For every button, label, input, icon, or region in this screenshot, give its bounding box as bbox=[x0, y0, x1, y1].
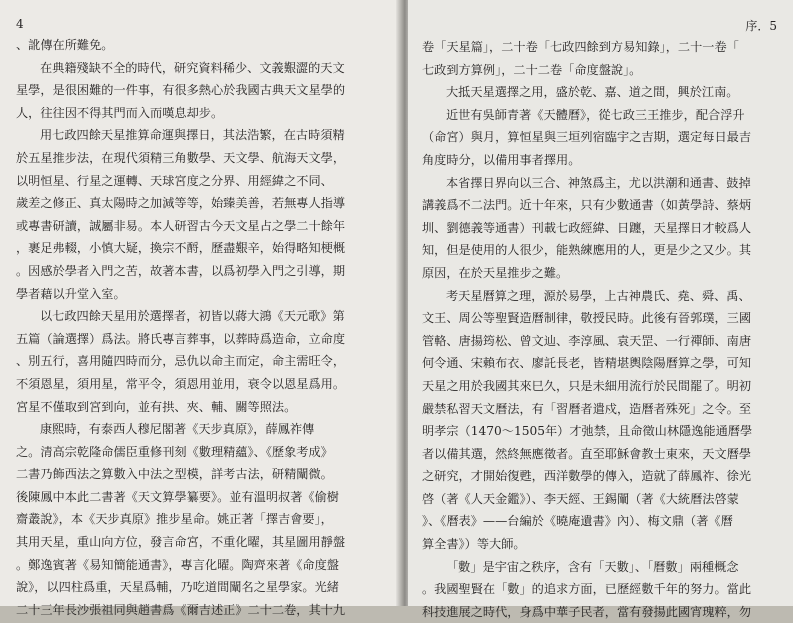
text-line: 知，但是使用的人很少，能熟練應用的人，更是少之又少。其 bbox=[422, 243, 752, 258]
text-line: 近世有吳師青著《天體曆》，從七政三王推步，配合浮升 bbox=[446, 107, 745, 122]
text-line: 之研究，才開始復甦，西洋數學的傳入，造就了薛鳳祚、徐光 bbox=[422, 469, 752, 484]
text-line: 大抵天星選擇之用，盛於乾、嘉、道之間，興於江南。 bbox=[446, 85, 739, 100]
text-line: 天星之用於我國其來巳久，只是未細用流行於民間罷了。明初 bbox=[422, 378, 752, 393]
text-line: 嚴禁私習天文曆法，有「習曆者遣戍，造曆者殊死」之令。至 bbox=[422, 401, 752, 416]
text-line: 宮星不僅取到宮到向，並有拱、夾、輔、關等照法。 bbox=[16, 399, 297, 414]
text-line: 文王、周公等聖賢造曆制律，敬授民時。此後有晉郭璞，三國 bbox=[422, 311, 752, 326]
text-line: 者以備其選，然終無應徵者。直至耶穌會教士東來，天文曆學 bbox=[422, 446, 752, 461]
text-line: 之。清高宗乾隆命儒臣重修刊刻《數理精蘊》、《歷象考成》 bbox=[16, 444, 333, 459]
text-line: 七政到方算例」，二十二卷「命度盤說」。 bbox=[422, 62, 642, 77]
text-line: 五篇（論選擇）爲法。將氏專言葬事，以葬時爲造命，立命度 bbox=[16, 331, 346, 346]
text-line: 以七政四餘天星用於選擇者，初皆以蔣大鴻《天元歌》第 bbox=[40, 309, 345, 324]
text-line: 學者藉以升堂入室。 bbox=[16, 286, 126, 301]
text-line: ，裹足弗輟，小慎大疑，換宗不酹，歷盡艱辛，始得略知梗概 bbox=[16, 241, 346, 256]
text-line: 二十三年長沙張祖同與趙書爲《爾吉述正》二十二卷，其十九 bbox=[16, 602, 346, 617]
left-page-text bbox=[16, 34, 392, 621]
right-page-number: 序．5 bbox=[745, 19, 777, 33]
text-line: 、別五行，喜用隨四時而分，忌仇以命主而定，命主需旺令， bbox=[16, 354, 346, 369]
text-line: 星學，是很困難的一件事，有很多熱心於我國古典天文星學的 bbox=[16, 83, 346, 98]
text-line: 、訛傳在所難免。 bbox=[16, 38, 114, 52]
text-line: 。因感於學者入門之苦，故著本書，以爲初學入門之引導，期 bbox=[16, 263, 346, 278]
text-line: 卷「天星篇」，二十卷「七政四餘到方易知錄」，二十一卷「 bbox=[422, 40, 739, 54]
left-page bbox=[0, 0, 400, 617]
right-page-text bbox=[422, 36, 781, 623]
text-line: 圳、劉德義等通書）刊載七政經緯、日躔，天星擇日才較爲人 bbox=[422, 220, 752, 235]
text-line: 齋叢說》，本《天步真原》推步星命。姚正著「擇吉會要」， bbox=[16, 512, 333, 527]
text-line: （命宮）與月，算恒星與三垣列宿臨宇之吉期，選定每日最吉 bbox=[422, 130, 752, 145]
text-line: 人，往往因不得其門而入而嘆息却步。 bbox=[16, 105, 224, 120]
text-line: 考天星曆算之理，源於易學，上古神農氏、堯、舜、禹、 bbox=[446, 288, 751, 303]
text-line: 算全書》）等大師。 bbox=[422, 537, 526, 552]
text-line: 啓（著《人天金鑑》）、李天經、王錫闡（著《大統曆法啓蒙 bbox=[422, 491, 739, 506]
text-line: 明孝宗（1470～1505年）才弛禁，且命徵山林隱逸能通曆學 bbox=[422, 424, 753, 439]
text-line: 科技進展之時代，身爲中華子民者，當有發揚此國宵瑰粹，勿 bbox=[422, 604, 752, 619]
text-line: 說》，以四柱爲重，天星爲輔，乃吃道間闡名之星學家。光緒 bbox=[16, 580, 339, 595]
text-line: 管輅、唐揚筠松、曾文辿、李淳風、袁天罡、一行禪師、南唐 bbox=[422, 333, 752, 348]
left-page-number: 4 bbox=[16, 17, 24, 31]
text-line: 。鄭逸賓著《易知簡能通書》，專言化曜。陶齊來著《命度盤 bbox=[16, 557, 339, 572]
text-line: 或專書研讀，誠屬非易。本人研習古今天文星占之學二十餘年 bbox=[16, 218, 346, 233]
text-line: 其用天星，重山向方位，發言命宮，不重化曜，其星圖用靜盤 bbox=[16, 535, 346, 550]
text-line: 「數」是宇宙之秩序，含有「天數」、「曆數」兩種概念 bbox=[446, 559, 739, 574]
right-page bbox=[408, 0, 793, 619]
text-line: 角度時分，以備用事者擇用。 bbox=[422, 152, 581, 167]
text-line: 不須恩星，須用星，常平令，須恩用並用，衰令以恩星爲用。 bbox=[16, 376, 346, 391]
text-line: 以明恒星、行星之運轉、天球宮度之分界、用經緯之不同、 bbox=[16, 173, 333, 188]
text-line: 用七政四餘天星推算命運與擇日，其法浩繁，在古時須精 bbox=[40, 128, 345, 143]
text-line: 講義爲不二法門。近十年來，只有少數通書（如黃學詩、蔡炳 bbox=[422, 198, 752, 213]
text-line: 於五星推步法，在現代須精三角數學、天文學、航海天文學， bbox=[16, 150, 346, 165]
text-line: 歲差之修正、真太陽時之加減等等，始臻美善，若無專人指導 bbox=[16, 196, 346, 211]
text-line: 康熙時，有泰西人穆尼閣著《天步真原》，薛鳳祚傳 bbox=[40, 422, 315, 437]
text-line: 在典籍殘缺不全的時代，研究資料稀少、文義艱澀的天文 bbox=[40, 60, 345, 75]
text-line: 》、《曆表》——台編於《曉庵遺書》內）、梅文鼎（著《曆 bbox=[422, 514, 733, 529]
text-line: 本省擇日界向以三合、神煞爲主，尤以洪潮和通書、鼓掉 bbox=[446, 175, 751, 190]
text-line: 原因，在於天星推步之難。 bbox=[422, 265, 569, 280]
text-line: 二書乃飾西法之算數入中法之型模，詳考古法，研精闡微。 bbox=[16, 467, 333, 482]
text-line: 。我國聖賢在「數」的追求方面，已歷經數千年的努力。當此 bbox=[422, 582, 752, 597]
text-line: 後陳鳳中本此二書著《天文算學纂要》。並有溫明叔著《偷樹 bbox=[16, 489, 339, 504]
text-line: 何令通、宋賴布衣、廖託長老，皆精堪輿陰陽曆算之學，可知 bbox=[422, 356, 752, 371]
